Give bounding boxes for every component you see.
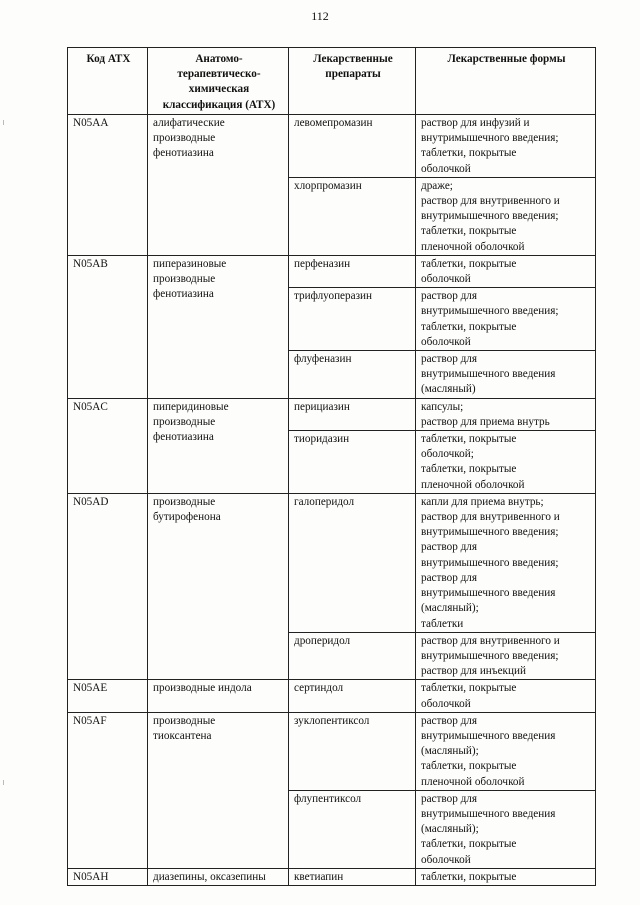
atx-code-cell: N05AF bbox=[68, 712, 148, 868]
table-header-row bbox=[68, 48, 596, 115]
header-atx-code: Код АТХ bbox=[68, 48, 148, 115]
atx-classification-cell: алифатические производные фенотиазина bbox=[148, 115, 289, 256]
atx-classification-cell: диазепины, оксазепины bbox=[148, 868, 289, 885]
dosage-form-cell: раствор для внутримышечного введения (масляный); таблетки, покрытые оболочкой bbox=[416, 790, 596, 868]
dosage-form-cell: драже; раствор для внутривенного и внутримышечного введения; таблетки, покрытые пленочной оболочкой bbox=[416, 177, 596, 255]
dosage-form-cell: капсулы; раствор для приема внутрь bbox=[416, 398, 596, 430]
atx-code-cell: N05AE bbox=[68, 680, 148, 712]
drug-name-cell: сертиндол bbox=[289, 680, 416, 712]
drug-name-cell: зуклопентиксол bbox=[289, 712, 416, 790]
table-row bbox=[68, 398, 596, 430]
drug-name-cell: флупентиксол bbox=[289, 790, 416, 868]
atx-code-cell: N05AD bbox=[68, 493, 148, 679]
atx-code-cell: N05AH bbox=[68, 868, 148, 885]
dosage-form-cell: таблетки, покрытые bbox=[416, 868, 596, 885]
table-row bbox=[68, 493, 596, 632]
atx-code-cell: N05AC bbox=[68, 398, 148, 493]
table-row bbox=[68, 115, 596, 178]
dosage-form-cell: таблетки, покрытые оболочкой; таблетки, покрытые пленочной оболочкой bbox=[416, 431, 596, 494]
page-number: 112 bbox=[311, 9, 329, 23]
drug-name-cell: кветиапин bbox=[289, 868, 416, 885]
dosage-form-cell: таблетки, покрытые оболочкой bbox=[416, 680, 596, 712]
atx-code-cell: N05AA bbox=[68, 115, 148, 256]
drug-name-cell: левомепромазин bbox=[289, 115, 416, 178]
drug-name-cell: дроперидол bbox=[289, 632, 416, 680]
atx-classification-cell: производные индола bbox=[148, 680, 289, 712]
drug-name-cell: галоперидол bbox=[289, 493, 416, 632]
dosage-form-cell: раствор для внутримышечного введения; таблетки, покрытые оболочкой bbox=[416, 288, 596, 351]
atx-classification-cell: пиперидиновые производные фенотиазина bbox=[148, 398, 289, 493]
atx-classification-cell: пиперазиновые производные фенотиазина bbox=[148, 255, 289, 398]
scan-edge-mark bbox=[3, 120, 4, 125]
dosage-form-cell: раствор для внутримышечного введения (масляный); таблетки, покрытые пленочной оболочкой bbox=[416, 712, 596, 790]
dosage-form-cell: таблетки, покрытые оболочкой bbox=[416, 255, 596, 287]
header-drugs: Лекарственные препараты bbox=[289, 48, 416, 115]
drug-name-cell: флуфеназин bbox=[289, 351, 416, 399]
drug-name-cell: хлорпромазин bbox=[289, 177, 416, 255]
header-atx-classification: Анатомо- терапевтическо- химическая классификация (АТХ) bbox=[148, 48, 289, 115]
dosage-form-cell: капли для приема внутрь; раствор для внутривенного и внутримышечного введения; раствор для внутримышечного введения; раствор для внутримышечного введения (масляный); таблетки bbox=[416, 493, 596, 632]
dosage-form-cell: раствор для внутримышечного введения (масляный) bbox=[416, 351, 596, 399]
atx-classification-cell: производные бутирофенона bbox=[148, 493, 289, 679]
scan-edge-mark bbox=[3, 780, 4, 785]
dosage-form-cell: раствор для инфузий и внутримышечного введения; таблетки, покрытые оболочкой bbox=[416, 115, 596, 178]
table-row bbox=[68, 680, 596, 712]
table-body bbox=[68, 115, 596, 886]
drug-name-cell: трифлуоперазин bbox=[289, 288, 416, 351]
header-dosage-forms: Лекарственные формы bbox=[416, 48, 596, 115]
drug-name-cell: перициазин bbox=[289, 398, 416, 430]
drug-name-cell: тиоридазин bbox=[289, 431, 416, 494]
atx-drug-table bbox=[67, 47, 596, 886]
dosage-form-cell: раствор для внутривенного и внутримышечного введения; раствор для инъекций bbox=[416, 632, 596, 680]
table-row bbox=[68, 712, 596, 790]
atx-classification-cell: производные тиоксантена bbox=[148, 712, 289, 868]
table-row bbox=[68, 255, 596, 287]
table-row bbox=[68, 868, 596, 885]
atx-code-cell: N05AB bbox=[68, 255, 148, 398]
drug-name-cell: перфеназин bbox=[289, 255, 416, 287]
